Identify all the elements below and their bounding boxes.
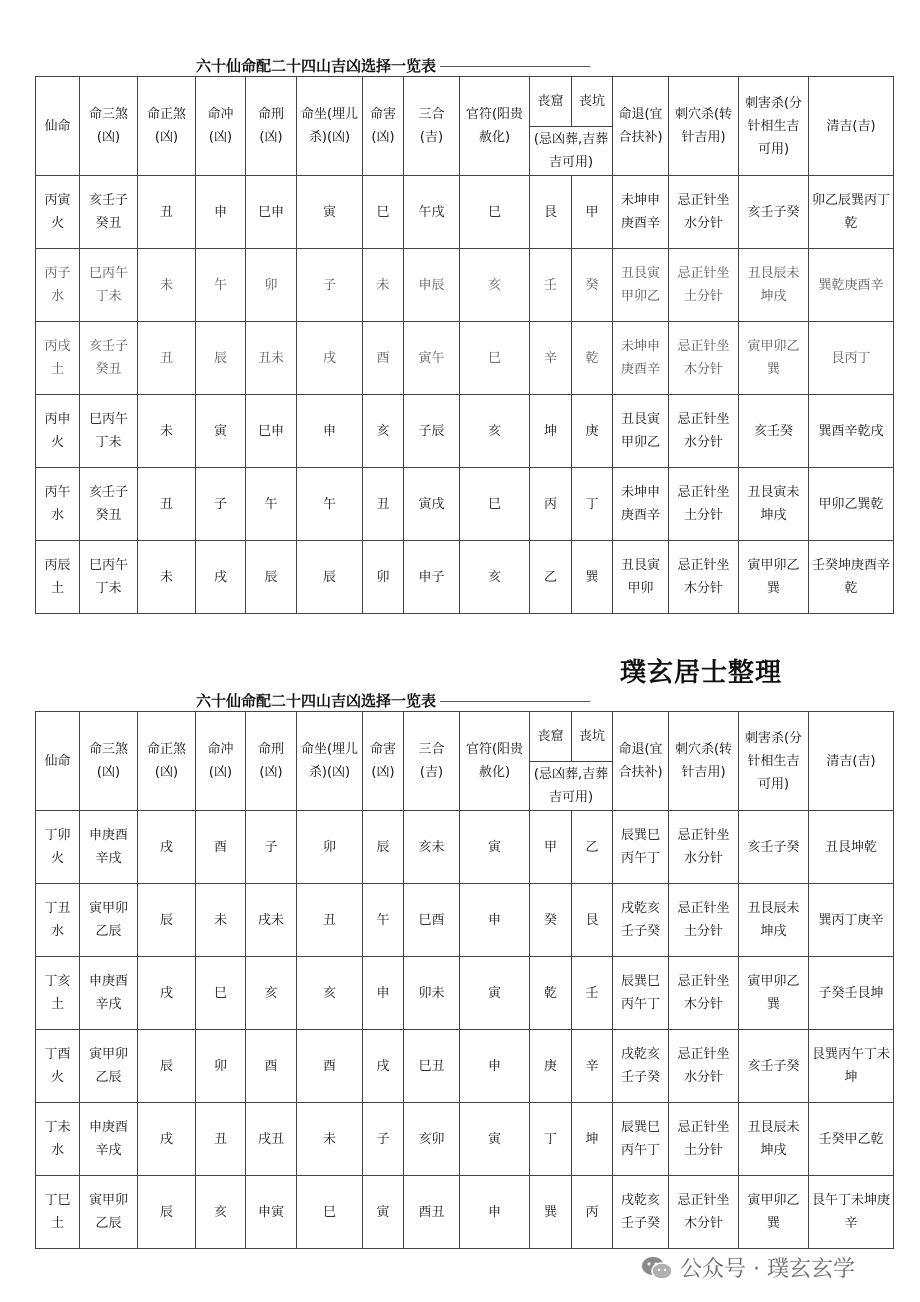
table-row [36, 884, 894, 957]
table-cell: 申 [460, 884, 530, 957]
table-cell: 子 [196, 468, 246, 541]
table-cell: 戌丑 [246, 1103, 297, 1176]
table-cell: 酉 [297, 1030, 363, 1103]
table-cell: 寅 [460, 1103, 530, 1176]
table-cell: 丑 [297, 884, 363, 957]
table-cell: 巽乾庚酉辛 [809, 249, 894, 322]
table-cell: 戌 [363, 1030, 404, 1103]
table-cell: 午戌 [404, 176, 460, 249]
table-cell: 坤 [530, 395, 572, 468]
table-cell: 寅 [363, 1176, 404, 1249]
table-cell: 子癸壬艮坤 [809, 957, 894, 1030]
table-cell: 丁 [572, 468, 613, 541]
table-cell: 寅甲卯乙辰 [80, 1176, 138, 1249]
title-rule [440, 701, 590, 702]
table-cell: 丑艮寅甲卯乙 [613, 249, 669, 322]
table-cell: 申 [297, 395, 363, 468]
table-cell: 戌乾亥壬子癸 [613, 1176, 669, 1249]
table-cell: 巳 [460, 322, 530, 395]
table-cell: 未 [138, 249, 196, 322]
header-c6: 命坐(埋儿杀)(凶) [297, 77, 363, 176]
table-cell: 乙 [572, 811, 613, 884]
header-c8: 三合(吉) [404, 712, 460, 811]
footer-watermark [640, 1252, 855, 1283]
table-cell: 丙子水 [36, 249, 80, 322]
table-cell: 丙申火 [36, 395, 80, 468]
header-c10-11-note: (忌凶葬,吉葬吉可用) [530, 762, 613, 811]
header-c6: 命坐(埋儿杀)(凶) [297, 712, 363, 811]
table-cell: 亥壬子癸 [739, 1030, 809, 1103]
table-cell: 未 [138, 395, 196, 468]
table-2-body [36, 712, 894, 1249]
table-cell: 辛 [530, 322, 572, 395]
table-cell: 子 [297, 249, 363, 322]
table-cell: 亥 [363, 395, 404, 468]
header-c4: 命冲(凶) [196, 712, 246, 811]
table-cell: 巳丙午丁未 [80, 395, 138, 468]
table-cell: 忌正针坐水分针 [669, 395, 739, 468]
table-cell: 坤 [572, 1103, 613, 1176]
table-cell: 辰巽巳丙午丁 [613, 1103, 669, 1176]
table-cell: 申 [363, 957, 404, 1030]
table-cell: 子辰 [404, 395, 460, 468]
table-cell: 忌正针坐土分针 [669, 884, 739, 957]
table-cell: 寅甲卯乙辰 [80, 1030, 138, 1103]
table-cell: 未 [138, 541, 196, 614]
table-cell: 丙戌土 [36, 322, 80, 395]
table-cell: 戌 [196, 541, 246, 614]
table-cell: 戌 [138, 811, 196, 884]
table-cell: 壬 [572, 957, 613, 1030]
table-cell: 辛 [572, 1030, 613, 1103]
table-cell: 申寅 [246, 1176, 297, 1249]
table-cell: 亥壬子癸丑 [80, 322, 138, 395]
table-cell: 艮 [572, 884, 613, 957]
table-row [36, 1103, 894, 1176]
table-cell: 忌正针坐土分针 [669, 468, 739, 541]
table-cell: 午 [196, 249, 246, 322]
table-cell: 卯未 [404, 957, 460, 1030]
table-cell: 乾 [572, 322, 613, 395]
table-cell: 卯 [246, 249, 297, 322]
table-cell: 辰巽巳丙午丁 [613, 957, 669, 1030]
table-cell: 巳丙午丁未 [80, 541, 138, 614]
header-c5: 命刑(凶) [246, 77, 297, 176]
table-cell: 乾 [530, 957, 572, 1030]
table-cell: 辰 [138, 884, 196, 957]
table-cell: 艮 [530, 176, 572, 249]
header-c11: 丧坑 [572, 712, 613, 762]
header-c11: 丧坑 [572, 77, 613, 127]
table-cell: 辰 [246, 541, 297, 614]
table-cell: 未 [363, 249, 404, 322]
table-cell: 庚 [572, 395, 613, 468]
header-c7: 命害(凶) [363, 712, 404, 811]
table-cell: 申子 [404, 541, 460, 614]
wechat-icon [640, 1255, 674, 1281]
table-cell: 寅 [460, 957, 530, 1030]
header-c2: 命三煞(凶) [80, 77, 138, 176]
table-cell: 未 [297, 1103, 363, 1176]
table-cell: 忌正针坐木分针 [669, 541, 739, 614]
table-cell: 乙 [530, 541, 572, 614]
table-cell: 寅甲卯乙巽 [739, 322, 809, 395]
table-cell: 忌正针坐水分针 [669, 1030, 739, 1103]
table-cell: 忌正针坐土分针 [669, 1103, 739, 1176]
table-cell: 辰 [363, 811, 404, 884]
table-cell: 未坤申庚酉辛 [613, 468, 669, 541]
table-cell: 戌 [138, 957, 196, 1030]
table-cell: 丑 [196, 1103, 246, 1176]
header-c4: 命冲(凶) [196, 77, 246, 176]
table-row [36, 395, 894, 468]
header-c10: 丧窟 [530, 77, 572, 127]
table-cell: 寅甲卯乙辰 [80, 884, 138, 957]
table-cell: 申庚酉辛戌 [80, 1103, 138, 1176]
table-cell: 申庚酉辛戌 [80, 957, 138, 1030]
table-cell: 丁 [530, 1103, 572, 1176]
table-cell: 丙 [530, 468, 572, 541]
table-cell: 丑 [363, 468, 404, 541]
table-cell: 亥未 [404, 811, 460, 884]
table-cell: 亥壬子癸丑 [80, 468, 138, 541]
table-cell: 巳丙午丁未 [80, 249, 138, 322]
table-cell: 未坤申庚酉辛 [613, 176, 669, 249]
table-cell: 未 [196, 884, 246, 957]
table-cell: 丁巳土 [36, 1176, 80, 1249]
table-cell: 巳酉 [404, 884, 460, 957]
table-cell: 巳 [460, 176, 530, 249]
table1-title-text: 六十仙命配二十四山吉凶选择一览表 [196, 57, 437, 75]
table-cell: 寅 [196, 395, 246, 468]
table-cell: 卯 [196, 1030, 246, 1103]
table-cell: 亥 [460, 541, 530, 614]
table-cell: 艮巽丙午丁未坤 [809, 1030, 894, 1103]
table-cell: 辰 [138, 1176, 196, 1249]
table-cell: 卯 [363, 541, 404, 614]
table-cell: 巳丑 [404, 1030, 460, 1103]
table-cell: 寅 [297, 176, 363, 249]
table-cell: 丑 [138, 176, 196, 249]
table-cell: 丑艮辰未坤戌 [739, 884, 809, 957]
table-cell: 庚 [530, 1030, 572, 1103]
table-cell: 丁亥土 [36, 957, 80, 1030]
header-c5: 命刑(凶) [246, 712, 297, 811]
table-1-body [36, 77, 894, 614]
header-c8: 三合(吉) [404, 77, 460, 176]
header-c10-11-note: (忌凶葬,吉葬吉可用) [530, 127, 613, 176]
table-cell: 午 [363, 884, 404, 957]
table-cell: 巳 [460, 468, 530, 541]
table-cell: 甲 [572, 176, 613, 249]
header-c15: 清吉(吉) [809, 712, 894, 811]
table-cell: 亥 [297, 957, 363, 1030]
table-row [36, 249, 894, 322]
table-cell: 丑 [138, 468, 196, 541]
table-cell: 戌 [138, 1103, 196, 1176]
table-cell: 巳 [297, 1176, 363, 1249]
header-c13: 刺穴杀(转针吉用) [669, 712, 739, 811]
header-c3: 命正煞(凶) [138, 77, 196, 176]
header-c10: 丧窟 [530, 712, 572, 762]
table-cell: 丑艮寅甲卯乙 [613, 395, 669, 468]
table-cell: 丁丑水 [36, 884, 80, 957]
table-cell: 寅甲卯乙巽 [739, 957, 809, 1030]
footer-watermark-text: 公众号 · 璞玄玄学 [680, 1257, 855, 1282]
table-cell: 寅甲卯乙巽 [739, 541, 809, 614]
table2-title-text: 六十仙命配二十四山吉凶选择一览表 [196, 692, 437, 710]
header-c1: 仙命 [36, 77, 80, 176]
table-cell: 丑艮辰未坤戌 [739, 249, 809, 322]
table-cell: 戌乾亥壬子癸 [613, 1030, 669, 1103]
table-cell: 甲卯乙巽乾 [809, 468, 894, 541]
table-cell: 辰 [297, 541, 363, 614]
table-cell: 巽 [572, 541, 613, 614]
table-cell: 壬 [530, 249, 572, 322]
table-cell: 亥壬子癸 [739, 176, 809, 249]
table-cell: 忌正针坐水分针 [669, 811, 739, 884]
table-cell: 亥壬子癸 [739, 811, 809, 884]
table-cell: 亥壬子癸丑 [80, 176, 138, 249]
table-cell: 巽酉辛乾戌 [809, 395, 894, 468]
table-cell: 酉 [246, 1030, 297, 1103]
table-cell: 戌乾亥壬子癸 [613, 884, 669, 957]
header-c2: 命三煞(凶) [80, 712, 138, 811]
table-row [36, 322, 894, 395]
table-cell: 丑未 [246, 322, 297, 395]
header-c12: 命退(宜合扶补) [613, 712, 669, 811]
table-row [36, 176, 894, 249]
table-cell: 卯 [297, 811, 363, 884]
table-cell: 酉 [363, 322, 404, 395]
table-cell: 丑艮寅未坤戌 [739, 468, 809, 541]
table-cell: 寅午 [404, 322, 460, 395]
table-cell: 亥 [196, 1176, 246, 1249]
table-cell: 亥卯 [404, 1103, 460, 1176]
table-row [36, 1030, 894, 1103]
table-cell: 亥壬癸 [739, 395, 809, 468]
table-cell: 巽 [530, 1176, 572, 1249]
table-cell: 巳 [196, 957, 246, 1030]
table-row [36, 468, 894, 541]
table-cell: 巳申 [246, 176, 297, 249]
table-cell: 壬癸坤庚酉辛乾 [809, 541, 894, 614]
table-cell: 丙寅火 [36, 176, 80, 249]
table-cell: 丑艮坤乾 [809, 811, 894, 884]
table-cell: 忌正针坐土分针 [669, 249, 739, 322]
table-cell: 艮丙丁 [809, 322, 894, 395]
table-cell: 戌未 [246, 884, 297, 957]
table-cell: 忌正针坐木分针 [669, 1176, 739, 1249]
table-cell: 午 [246, 468, 297, 541]
table-cell: 丑 [138, 322, 196, 395]
table-cell: 寅甲卯乙巽 [739, 1176, 809, 1249]
compiler-note: 璞玄居士整理 [620, 658, 783, 688]
header-c12: 命退(宜合扶补) [613, 77, 669, 176]
table-cell: 亥 [460, 249, 530, 322]
title-rule [440, 66, 590, 67]
table-row [36, 1176, 894, 1249]
table-cell: 壬癸甲乙乾 [809, 1103, 894, 1176]
table-cell: 癸 [572, 249, 613, 322]
table-row [36, 541, 894, 614]
table-cell: 丙辰土 [36, 541, 80, 614]
table-cell: 申辰 [404, 249, 460, 322]
table-cell: 巽丙丁庚辛 [809, 884, 894, 957]
table-row [36, 811, 894, 884]
table-cell: 申庚酉辛戌 [80, 811, 138, 884]
table-cell: 申 [460, 1030, 530, 1103]
table-cell: 辰 [138, 1030, 196, 1103]
header-c1: 仙命 [36, 712, 80, 811]
table-cell: 辰 [196, 322, 246, 395]
table-cell: 巳 [363, 176, 404, 249]
header-c9: 官符(阳贵赦化) [460, 712, 530, 811]
header-c13: 刺穴杀(转针吉用) [669, 77, 739, 176]
table-cell: 戌 [297, 322, 363, 395]
table-cell: 忌正针坐水分针 [669, 176, 739, 249]
table-cell: 卯乙辰巽丙丁乾 [809, 176, 894, 249]
table-cell: 亥 [246, 957, 297, 1030]
table-cell: 未坤申庚酉辛 [613, 322, 669, 395]
table-cell: 辰巽巳丙午丁 [613, 811, 669, 884]
table-cell: 酉 [196, 811, 246, 884]
table-cell: 申 [196, 176, 246, 249]
table-cell: 子 [363, 1103, 404, 1176]
table-cell: 忌正针坐木分针 [669, 957, 739, 1030]
table-cell: 丙 [572, 1176, 613, 1249]
table-cell: 甲 [530, 811, 572, 884]
header-c9: 官符(阳贵赦化) [460, 77, 530, 176]
table-cell: 寅戌 [404, 468, 460, 541]
table-cell: 巳申 [246, 395, 297, 468]
table-cell: 忌正针坐木分针 [669, 322, 739, 395]
table-cell: 艮午丁未坤庚辛 [809, 1176, 894, 1249]
table-1 [35, 76, 894, 614]
table-cell: 癸 [530, 884, 572, 957]
table-2 [35, 711, 894, 1249]
table-cell: 丑艮寅甲卯 [613, 541, 669, 614]
table-cell: 酉丑 [404, 1176, 460, 1249]
table-cell: 子 [246, 811, 297, 884]
table-cell: 午 [297, 468, 363, 541]
header-c3: 命正煞(凶) [138, 712, 196, 811]
table-cell: 丑艮辰未坤戌 [739, 1103, 809, 1176]
table-cell: 丁酉火 [36, 1030, 80, 1103]
table-cell: 亥 [460, 395, 530, 468]
table1-title [196, 55, 590, 76]
table-cell: 丁卯火 [36, 811, 80, 884]
table-cell: 丙午水 [36, 468, 80, 541]
table-cell: 申 [460, 1176, 530, 1249]
header-c15: 清吉(吉) [809, 77, 894, 176]
table-cell: 寅 [460, 811, 530, 884]
header-c14: 刺害杀(分针相生吉可用) [739, 712, 809, 811]
table-cell: 丁未水 [36, 1103, 80, 1176]
header-c7: 命害(凶) [363, 77, 404, 176]
table-row [36, 957, 894, 1030]
table2-title [196, 690, 590, 711]
header-c14: 刺害杀(分针相生吉可用) [739, 77, 809, 176]
